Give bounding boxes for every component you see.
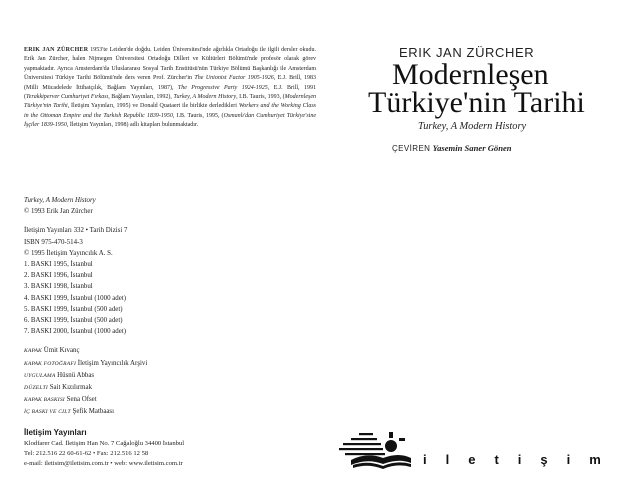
bio-book-title: Workers and the Working Class in the Ottoman Empire and the Turkish Republic 1839-1950: [24, 103, 317, 119]
bio-text: , İletişim Yayınları, 1995) ve Donald Quataert ile birlikte derledikleri: [67, 103, 239, 110]
author-biography: [24, 46, 316, 131]
original-title: Turkey, A Modern History: [24, 197, 96, 204]
publisher-name: İletişim Yayınları: [24, 427, 87, 437]
book-title-line-1: Modernleşen: [392, 58, 549, 91]
publisher-phone: Tel: 212.516 22 60-61-62 • Fax: 212.516 12 58: [24, 450, 149, 458]
copyright-line: © 1993 Erik Jan Zürcher: [24, 208, 93, 216]
title-author: ERIK JAN ZÜRCHER: [399, 45, 535, 60]
credit-line: KAPAK Ümit Kıvanç: [24, 347, 80, 355]
bio-book-title: Terakkiperver Cumhuriyet Fırkası: [26, 94, 109, 101]
bio-text: 1953'te Leiden'de doğdu. Leiden Üniversitesi'nde ağırlıkla Ortadoğu ile ilgili dersler okudu. Erik Jan Zürcher, halen Nijmegen Üniversitesi Ortadoğu Dilleri ve Kültürleri Bölümü'nde profesör olarak görev yapmaktadır. Ayrıca Amsterdam'da Uluslararası Sosyal Tarih Enstitüsü'nün Türkiye Bölümü Başkanlığı ile Amsterdam Üniversitesi Türkiye Tarihi Bölümü'nde ders veren Prof. Zürcher'in: [24, 47, 316, 82]
bio-text: , Bağlam Yayınları, 1992),: [108, 94, 174, 101]
credit-line: KAPAK FOTOĞRAFI İletişim Yayıncılık Arşivi: [24, 359, 148, 367]
credit-line: İÇ BASKI VE CILT Şefik Matbaası: [24, 408, 115, 416]
series-line: İletişim Yayınları 332 • Tarih Dizisi 7: [24, 227, 128, 235]
bio-book-title: Modernleşen Türkiye'nin Tarihi: [24, 94, 316, 110]
credit-line: UYGULAMA Hüsnü Abbas: [24, 371, 95, 379]
edition-line: 1. BASKI 1995, İstanbul: [24, 261, 93, 269]
publisher-logo-icon: [339, 430, 413, 470]
book-title-line-2: Türkiye'nin Tarihi: [368, 86, 585, 119]
credit-line: KAPAK BASKISI Sena Ofset: [24, 396, 97, 404]
publisher-address: Klodfarer Cad. İletişim Han No. 7 Cağaloğlu 34400 İstanbul: [24, 439, 185, 447]
publisher-wordmark: iletişim: [423, 452, 620, 467]
bio-text: , I.B. Tauris, 1993, (: [236, 94, 285, 101]
bio-book-title: The Progressive Party 1924-1925: [177, 84, 268, 91]
bio-author-name: ERIK JAN ZÜRCHER: [24, 47, 89, 53]
credit-line: DÜZELTI Sait Kızılırmak: [24, 384, 93, 392]
edition-line: 6. BASKI 1999, İstanbul (500 adet): [24, 317, 123, 325]
edition-line: 2. BASKI 1996, İstanbul: [24, 272, 93, 280]
isbn: ISBN 975-470-514-3: [24, 238, 83, 246]
rights-line: © 1995 İletişim Yayıncılık A. S.: [24, 249, 113, 257]
bio-book-title: Turkey, A Modern History: [173, 94, 237, 101]
bio-book-title: The Unionist Factor 1905-1926: [194, 75, 274, 82]
book-subtitle: Turkey, A Modern History: [418, 121, 527, 132]
translator-label: ÇEVİREN: [392, 144, 431, 153]
edition-line: 5. BASKI 1999, İstanbul (500 adet): [24, 305, 123, 313]
translator-credit: [392, 143, 512, 153]
publisher-contact: e-mail: iletisim@iletisim.com.tr • web: www.iletisim.com.tr: [24, 460, 183, 468]
colophon: [24, 195, 316, 470]
bio-text: , I.B. Tauris, 1995, (: [172, 112, 224, 119]
edition-line: 7. BASKI 2000, İstanbul (1000 adet): [24, 328, 127, 336]
bio-text: , E.J. Brill, 1983 (Milli Mücadelede İttihatçılık, Bağlam Yayınları, 1987),: [24, 75, 317, 91]
edition-line: 3. BASKI 1998, İstanbul: [24, 283, 93, 291]
bio-book-title: Osmanlı'dan Cumhuriyet Türkiye'sine İşçiler 1839-1950: [24, 112, 316, 129]
bio-text: , İletişim Yayınları, 1998) adlı kitapları bulunmaktadır.: [66, 122, 199, 129]
bio-text: , E.J. Brill, 1991 (: [24, 84, 316, 101]
edition-line: 4. BASKI 1999, İstanbul (1000 adet): [24, 294, 127, 302]
translator-name: Yasemin Saner Gönen: [432, 143, 512, 153]
